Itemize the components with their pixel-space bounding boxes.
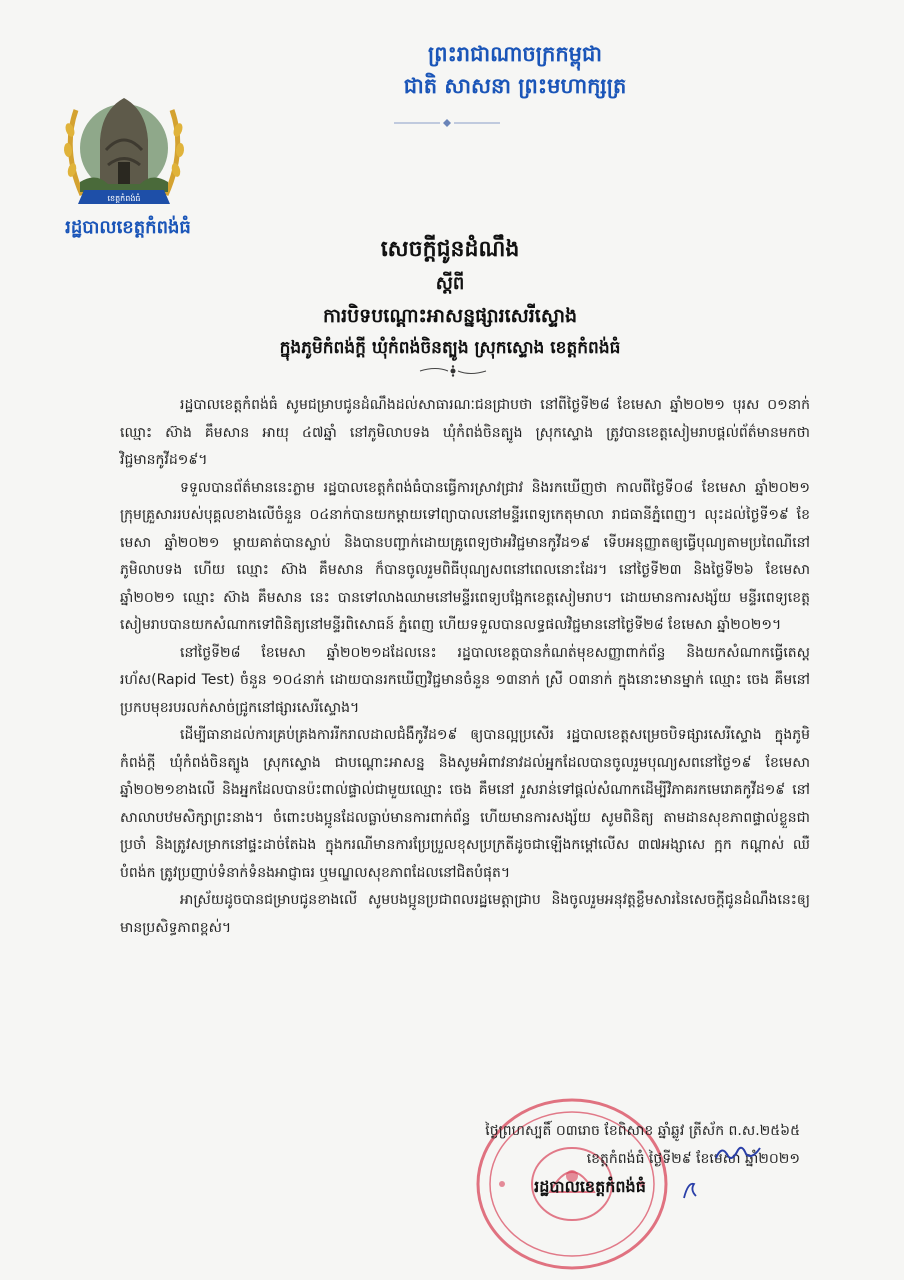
province-logo-icon <box>56 90 192 215</box>
paragraph-3: នៅថ្ងៃទី២៨ ខែមេសា ឆ្នាំ២០២១ដដែលនេះ រដ្ឋបាលខេត្តបានកំណត់មុខសញ្ញាពាក់ព័ន្ធ និងយកសំណាកធ្វើតេស្តរហ័ស(Rapid Test) ចំនួន ១០៤នាក់ ដោយបានរកឃើញវិជ្ជមានចំនួន ១៣នាក់ ស្រី ០៣នាក់ ក្នុងនោះមានម្នាក់ ឈ្មោះ ចេង គឹមនៅ ប្រកបមុខរបរលក់សាច់ជ្រូកនៅផ្សារសេរីស្ទោង។ <box>120 644 810 716</box>
kingdom-title: ព្រះរាជាណាចក្រកម្ពុជា <box>427 42 602 66</box>
notice-title: សេចក្តីជូនដំណឹង <box>380 237 520 262</box>
title-ornament-icon <box>418 364 488 378</box>
signatory: រដ្ឋបាលខេត្តកំពង់ធំ <box>534 1177 646 1196</box>
notice-regarding: ស្តីពី <box>435 273 465 294</box>
notice-location: ក្នុងភូមិកំពង់ក្តី ឃុំកំពង់ចិនត្បូង ស្រុកស្ទោង ខេត្តកំពង់ធំ <box>279 338 621 358</box>
initial-mark-icon <box>678 1178 702 1202</box>
header-ornament-icon <box>392 118 502 128</box>
logo-ribbon-text: ខេត្តកំពង់ធំ <box>107 194 141 203</box>
kingdom-motto: ជាតិ សាសនា ព្រះមហាក្សត្រ <box>403 74 627 98</box>
notice-subject: ការបិទបណ្តោះអាសន្នផ្សារសេរីស្ទោង <box>322 305 577 327</box>
paragraph-4: ដើម្បីធានាដល់ការគ្រប់គ្រងការរីករាលដាលជំងឺកូវីដ១៩ ឲ្យបានល្អប្រសើរ រដ្ឋបាលខេត្តសម្រេចបិទផ្សារសេរីស្ទោង ក្នុងភូមិកំពង់ក្តី ឃុំកំពង់ចិនត្បូង ស្រុកស្ទោង ជាបណ្តោះអាសន្ន និងសូមអំពាវនាវដល់អ្នកដែលបានចូលរួមបុណ្យសពនៅថ្ងៃ១៩ ខែមេសា ឆ្នាំ២០២១ខាងលើ និងអ្នកដែលបានប៉ះពាល់ផ្ទាល់ជាមួយឈ្មោះ ចេង គឹមនៅ រួសរាន់ទៅផ្តល់សំណាកដើម្បីវិភាគរកមេរោគកូវីដ១៩ នៅសាលាបឋមសិក្សាព្រះនាង។ ចំពោះបងប្អូនដែលធ្លាប់មានការពាក់ព័ន្ធ ហើយមានការសង្ស័យ សូមពិនិត្យ តាមដានសុខភាពផ្ទាល់ខ្លួនជាប្រចាំ និងត្រូវសម្រាកនៅផ្ទះដាច់តែឯង ក្នុងករណីមានការប្រែប្រួលខុសប្រក្រតីដូចជាឡើងកម្តៅលើស ៣៧អង្សាសេ ក្អក កណ្តាស់ ឈឺបំពង់ក ត្រូវប្រញាប់ទំនាក់ទំនងអាជ្ញាធរ ឬមណ្ឌលសុខភាពដែលនៅជិតបំផុត។ <box>120 727 810 881</box>
notice-body <box>120 392 810 942</box>
paragraph-2: ទទួលបានព័ត៌មាននេះភ្លាម រដ្ឋបាលខេត្តកំពង់ធំបានធ្វើការស្រាវជ្រាវ និងរកឃើញថា កាលពីថ្ងៃទី០៨ ខែមេសា ឆ្នាំ២០២១ ក្រុមគ្រួសាររបស់បុគ្គលខាងលើចំនួន ០៤នាក់បានយកម្តាយទៅព្យាបាលនៅមន្ទីរពេទ្យកេតុមាលា រាជធានីភ្នំពេញ។ លុះដល់ថ្ងៃទី១៩ ខែមេសា ឆ្នាំ២០២១ ម្តាយគាត់បានស្លាប់ និងបានបញ្ជាក់ដោយគ្រូពេទ្យថាអវិជ្ជមានកូវីដ១៩ ទើបអនុញ្ញាតឲ្យធ្វើបុណ្យតាមប្រពៃណីនៅភូមិលាបទង ហើយ ឈ្មោះ ស៊ាង គឹមសាន ក៏បានចូលរួមពិធីបុណ្យសពនៅពេលនោះដែរ។ នៅថ្ងៃទី២៣ និងថ្ងៃទី២៦ ខែមេសា ឆ្នាំ២០២១ ឈ្មោះ ស៊ាង គឹមសាន នេះ បានទៅលាងឈាមនៅមន្ទីរពេទ្យបង្អែកខេត្តសៀមរាប។ ដោយមានការសង្ស័យ មន្ទីរពេទ្យខេត្តសៀមរាបបានយកសំណាកទៅពិនិត្យនៅមន្ទីរពិសោធន៍ ភ្នំពេញ ហើយទទួលបានលទ្ធផលវិជ្ជមាននៅថ្ងៃទី២៨ ខែមេសា ឆ្នាំ២០២១។ <box>120 479 810 633</box>
lunar-date: ថ្ងៃព្រហស្បតិ៍ ០៣រោច ខែពិសាខ ឆ្នាំឆ្លូវ ត្រីស័ក ព.ស.២៥៦៥ <box>485 1123 800 1139</box>
notice-title-block <box>150 232 750 364</box>
paragraph-5: អាស្រ័យដូចបានជម្រាបជូនខាងលើ សូមបងប្អូនប្រជាពលរដ្ឋមេត្តាជ្រាប និងចូលរួមអនុវត្តខ្លឹមសារនៃសេចក្តីជូនដំណឹងនេះឲ្យមានប្រសិទ្ធភាពខ្ពស់។ <box>120 892 810 936</box>
administration-name: រដ្ឋបាលខេត្តកំពង់ធំ <box>65 217 191 238</box>
solar-date: ខេត្តកំពង់ធំ ថ្ងៃទី២៩ ខែមេសា ឆ្នាំ២០២១ <box>586 1151 800 1167</box>
signature-icon <box>712 1140 772 1164</box>
paragraph-1: រដ្ឋបាលខេត្តកំពង់ធំ សូមជម្រាបជូនដំណឹងដល់សាធារណៈជនជ្រាបថា នៅពីថ្ងៃទី២៨ ខែមេសា ឆ្នាំ២០២១ បុរស ០១នាក់ ឈ្មោះ ស៊ាង គឹមសាន អាយុ ៤៧ឆ្នាំ នៅភូមិលាបទង ឃុំកំពង់ចិនត្បូង ស្រុកស្ទោង ត្រូវបានខេត្តសៀមរាបផ្តល់ព័ត៌មានមកថាវិជ្ជមានកូវីដ១៩។ <box>120 397 810 468</box>
kingdom-header <box>260 38 770 102</box>
